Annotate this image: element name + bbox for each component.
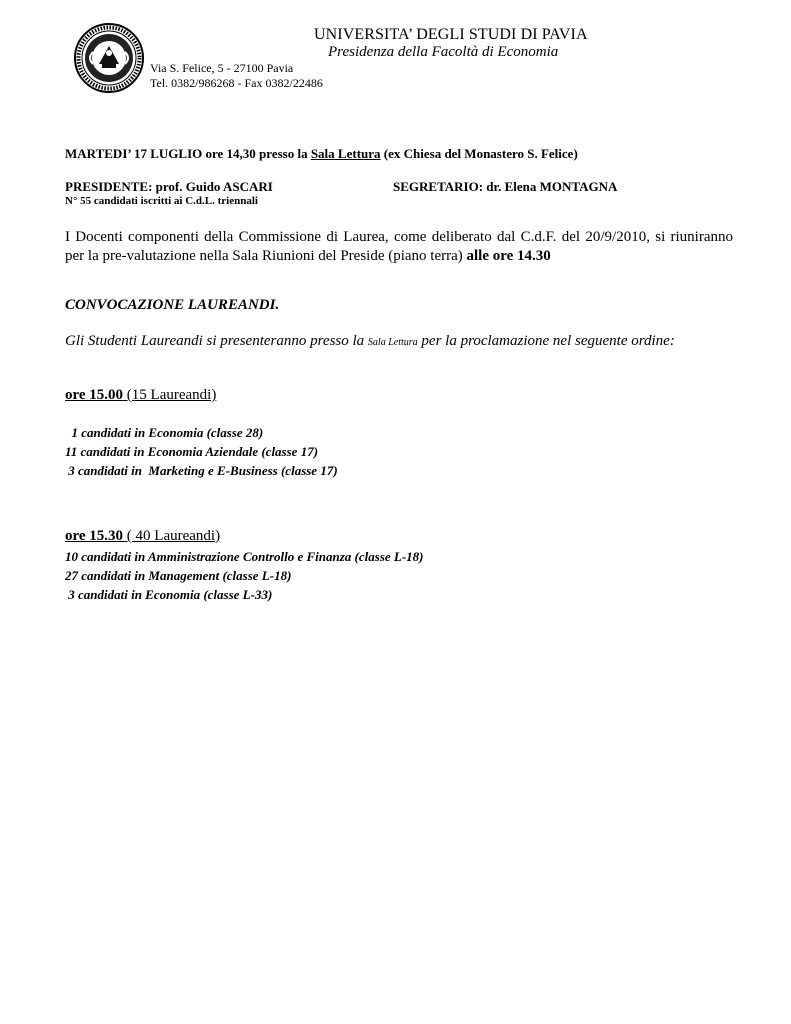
paragraph-text: I Docenti componenti della Commissione di Laurea, come deliberato dal C.d.F. del 20/9/2010, si riuniranno per la pre-valutazione nella Sala Riunioni del Preside (piano terra) (65, 229, 733, 264)
slot-1-time: ore 15.00 (65, 387, 124, 403)
faculty-name: Presidenza della Facoltà di Economia (328, 44, 559, 60)
slot-1-heading (65, 387, 216, 404)
slot-1-count: (15 Laureandi) (123, 387, 217, 403)
session-date: MARTEDI’ 17 LUGLIO ore 14,30 presso la (65, 146, 311, 161)
list-item: 3 candidati in Marketing e E-Business (classe 17) (65, 463, 338, 478)
intro-start: Gli Studenti Laureandi si presenteranno presso la (65, 333, 368, 349)
president: PRESIDENTE: prof. Guido ASCARI (65, 179, 273, 194)
list-item: 11 candidati in Economia Aziendale (classe 17) (65, 444, 319, 459)
commission-paragraph (65, 228, 733, 266)
list-item: 10 candidati in Amministrazione Controllo e Finanza (classe L-18) (65, 549, 424, 564)
secretary: SEGRETARIO: dr. Elena MONTAGNA (393, 179, 618, 194)
intro-end: per la proclamazione nel seguente ordine: (417, 333, 675, 349)
university-seal-icon (73, 22, 145, 94)
enrolled-count: N° 55 candidati iscritti ai C.d.L. triennali (65, 195, 258, 207)
session-venue: Sala Lettura (310, 146, 381, 161)
slot-2-count: ( 40 Laureandi) (123, 528, 221, 544)
list-item: 3 candidati in Economia (classe L-33) (65, 587, 273, 602)
paragraph-time: alle ore 14.30 (466, 248, 551, 264)
list-item: 1 candidati in Economia (classe 28) (65, 425, 264, 440)
slot-2-time: ore 15.30 (65, 528, 124, 544)
slot-2-heading (65, 528, 220, 545)
university-name: UNIVERSITA’ DEGLI STUDI DI PAVIA (314, 26, 588, 43)
session-date-line (65, 146, 578, 162)
session-venue-note: (ex Chiesa del Monastero S. Felice) (380, 146, 578, 161)
slot-2-list (65, 547, 424, 604)
phone-fax: Tel. 0382/986268 - Fax 0382/22486 (150, 76, 323, 90)
intro-venue: Sala Lettura (367, 337, 418, 348)
slot-1-list (65, 423, 338, 480)
convocation-intro (65, 333, 675, 350)
list-item: 27 candidati in Management (classe L-18) (65, 568, 292, 583)
address: Via S. Felice, 5 - 27100 Pavia (150, 61, 294, 75)
convocation-heading: CONVOCAZIONE LAUREANDI. (65, 297, 280, 313)
